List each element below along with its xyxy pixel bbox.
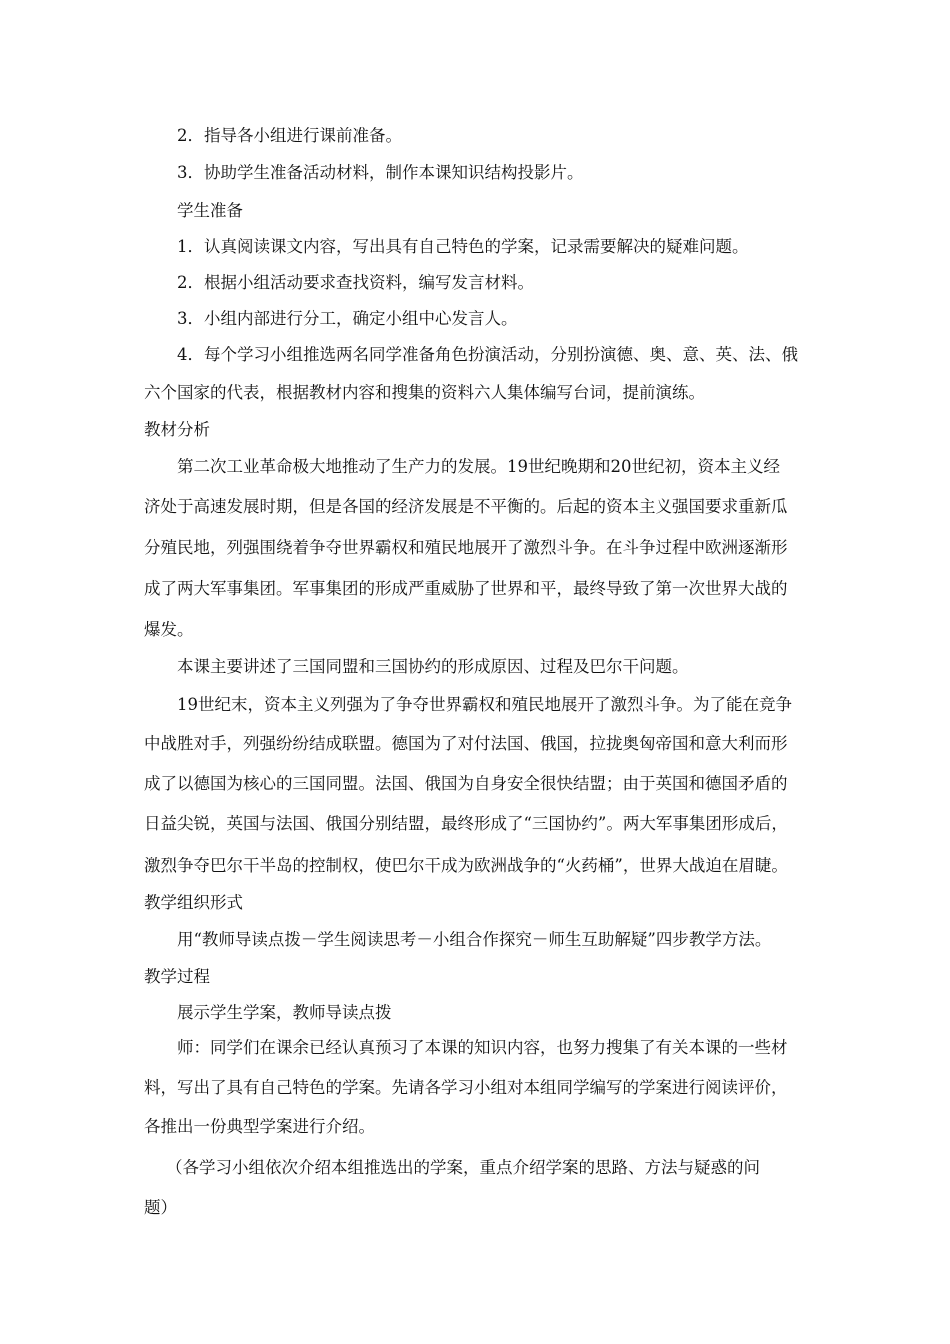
student-prep-item-4-cont: 六个国家的代表，根据教材内容和搜集的资料六人集体编写台词，提前演练。 (144, 383, 705, 402)
teacher-speech: 师：同学们在课余已经认真预习了本课的知识内容，也努力搜集了有关本课的一些材 (177, 1038, 788, 1057)
analysis-para-3-l5: 激烈争夺巴尔干半岛的控制权，使巴尔干成为欧洲战争的“火药桶”，世界大战迫在眉睫。 (144, 856, 788, 875)
teaching-form-heading: 教学组织形式 (144, 893, 243, 912)
teacher-speech-l3: 各推出一份典型学案进行介绍。 (144, 1117, 375, 1136)
analysis-para-1: 第二次工业革命极大地推动了生产力的发展。19世纪晚期和20世纪初，资本主义经 (177, 457, 780, 476)
process-step-heading: 展示学生学案，教师导读点拨 (177, 1003, 392, 1022)
analysis-para-1-l3: 分殖民地，列强围绕着争夺世界霸权和殖民地展开了激烈斗争。在斗争过程中欧洲逐渐形 (144, 538, 788, 557)
analysis-para-3-l4: 日益尖锐，英国与法国、俄国分别结盟，最终形成了“三国协约”。两大军事集团形成后， (144, 814, 788, 833)
teacher-speech-l2: 料，写出了具有自己特色的学案。先请各学习小组对本组同学编写的学案进行阅读评价， (144, 1078, 788, 1097)
prep-line-2: 2．指导各小组进行课前准备。 (177, 126, 402, 145)
teaching-process-heading: 教学过程 (144, 967, 210, 986)
analysis-para-3-l3: 成了以德国为核心的三国同盟。法国、俄国为自身安全很快结盟；由于英国和德国矛盾的 (144, 774, 788, 793)
student-activity-note-l2: 题） (144, 1198, 177, 1217)
prep-line-3: 3．协助学生准备活动材料，制作本课知识结构投影片。 (177, 163, 584, 182)
teaching-form-text: 用“教师导读点拨－学生阅读思考－小组合作探究－师生互助解疑”四步教学方法。 (177, 930, 772, 949)
textbook-analysis-heading: 教材分析 (144, 420, 210, 439)
student-prep-item-1: 1．认真阅读课文内容，写出具有自己特色的学案，记录需要解决的疑难问题。 (177, 237, 749, 256)
analysis-para-1-l4: 成了两大军事集团。军事集团的形成严重威胁了世界和平，最终导致了第一次世界大战的 (144, 579, 788, 598)
student-prep-heading: 学生准备 (177, 201, 243, 220)
student-activity-note: （各学习小组依次介绍本组推选出的学案，重点介绍学案的思路、方法与疑惑的问 (166, 1158, 760, 1177)
student-prep-item-2: 2．根据小组活动要求查找资料，编写发言材料。 (177, 273, 534, 292)
analysis-para-2: 本课主要讲述了三国同盟和三国协约的形成原因、过程及巴尔干问题。 (177, 657, 689, 676)
student-prep-item-3: 3．小组内部进行分工，确定小组中心发言人。 (177, 309, 518, 328)
analysis-para-1-l2: 济处于高速发展时期，但是各国的经济发展是不平衡的。后起的资本主义强国要求重新瓜 (144, 497, 788, 516)
analysis-para-3-l2: 中战胜对手，列强纷纷结成联盟。德国为了对付法国、俄国，拉拢奥匈帝国和意大利而形 (144, 734, 788, 753)
student-prep-item-4: 4．每个学习小组推选两名同学准备角色扮演活动，分别扮演德、奥、意、英、法、俄 (177, 345, 798, 364)
analysis-para-3: 19世纪末，资本主义列强为了争夺世界霸权和殖民地展开了激烈斗争。为了能在竞争 (177, 695, 792, 714)
analysis-para-1-l5: 爆发。 (144, 620, 194, 639)
